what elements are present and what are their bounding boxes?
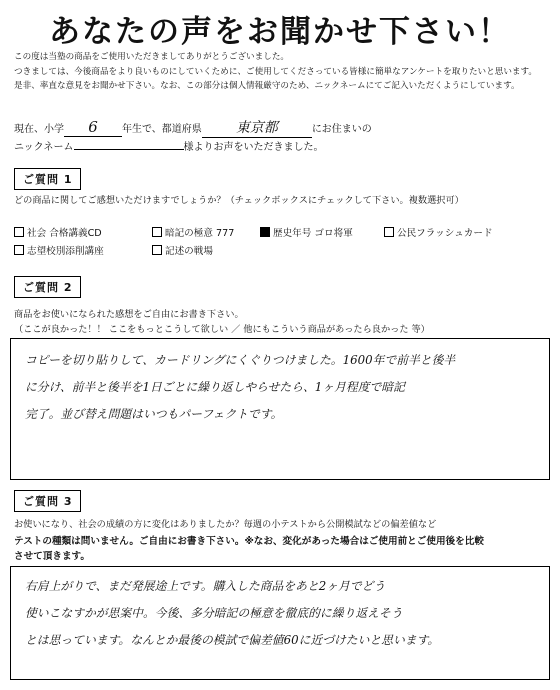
answer-line: に分け、前半と後半を1日ごとに繰り返しやらせたら、1ヶ月程度で暗記 — [25, 380, 405, 394]
grade-mid: 年生で、都道府県 — [122, 124, 202, 135]
nickname-line — [14, 137, 324, 153]
nickname-suffix: 様よりお声をいただきました。 — [183, 142, 324, 153]
checkbox[interactable] — [152, 227, 162, 237]
answer-line: コピーを切り貼りして、カードリングにくぐりつけました。1600年で前半と後半 — [25, 353, 456, 367]
q1-option[interactable]: 社会 合格講義CD — [14, 225, 102, 239]
q1-option[interactable]: 暗記の極意 777 — [152, 225, 234, 239]
prefecture-field[interactable]: 東京都 — [202, 117, 312, 138]
intro-line: 是非、率直な意見をお聞かせ下さい。なお、この部分は個人情報厳守のため、ニックネームにてご記入いただくようにしています。 — [14, 81, 520, 91]
q2-answer-text — [25, 347, 455, 428]
residence-suffix: にお住まいの — [311, 124, 372, 135]
q1-text: どの商品に関してご感想いただけますでしょうか？（チェックボックスにチェックして下さい。複数選択可） — [14, 195, 464, 206]
answer-line: 使いこなすかが思案中。今後、多分暗記の極意を徹底的に繰り返えそう — [25, 606, 403, 620]
q1-option[interactable]: 記述の戦場 — [152, 243, 213, 257]
intro-text — [14, 50, 537, 94]
checkbox-checked[interactable] — [260, 227, 270, 237]
answer-line: とは思っています。なんとか最後の模試で偏差値60に近づけたいと思います。 — [25, 633, 440, 647]
q1-option[interactable]: 志望校別添削講座 — [14, 243, 104, 257]
q1-option[interactable]: 歴史年号 ゴロ将軍 — [260, 225, 353, 239]
answer-line: 完了。並び替え問題はいつもパーフェクトです。 — [25, 407, 283, 421]
q3-subtext-2: させて頂きます。 — [14, 551, 90, 562]
page-title: あなたの声をお聞かせ下さい！ — [49, 14, 511, 50]
intro-line: つきましては、今後商品をより良いものにしていくために、ご使用してくださっている皆様に簡単なアンケートを取りたいと思います。 — [14, 66, 538, 77]
q3-subtext: テストの種類は問いません。ご自由にお書き下さい。※なお、変化があった場合はご使用前とご使用後を比較 — [14, 536, 484, 547]
q2-subtext: （ここが良かった！！ ここをもっとこうして欲しい ／ 他にもこういう商品があったら良かった 等） — [14, 324, 430, 335]
intro-line: この度は当塾の商品をご使用いただきましてありがとうございました。 — [14, 52, 290, 62]
q2-text: 商品をお使いになられた感想をご自由にお書き下さい。 — [14, 309, 244, 320]
grade-field[interactable]: 6 — [64, 118, 122, 137]
nickname-label: ニックネーム — [14, 142, 74, 153]
q2-label: ご質問 2 — [14, 276, 81, 298]
q1-label: ご質問 1 — [14, 168, 81, 190]
checkbox[interactable] — [14, 245, 24, 255]
checkbox[interactable] — [14, 227, 24, 237]
q3-answer-text — [25, 573, 439, 654]
answer-line: 右肩上がりで、まだ発展途上です。購入した商品をあと2ヶ月でどう — [25, 579, 386, 593]
q1-option[interactable]: 公民フラッシュカード — [384, 225, 493, 239]
respondent-line — [14, 117, 372, 138]
checkbox[interactable] — [152, 245, 162, 255]
q3-label: ご質問 3 — [14, 490, 81, 512]
nickname-field[interactable] — [74, 137, 184, 150]
checkbox[interactable] — [384, 227, 394, 237]
q3-answer-box[interactable] — [10, 566, 550, 680]
q3-text: お使いになり、社会の成績の方に変化はありましたか？毎週の小テストから公開模試などの偏差値など — [14, 519, 437, 530]
grade-prefix: 現在、小学 — [14, 124, 64, 135]
q2-answer-box[interactable] — [10, 338, 550, 480]
